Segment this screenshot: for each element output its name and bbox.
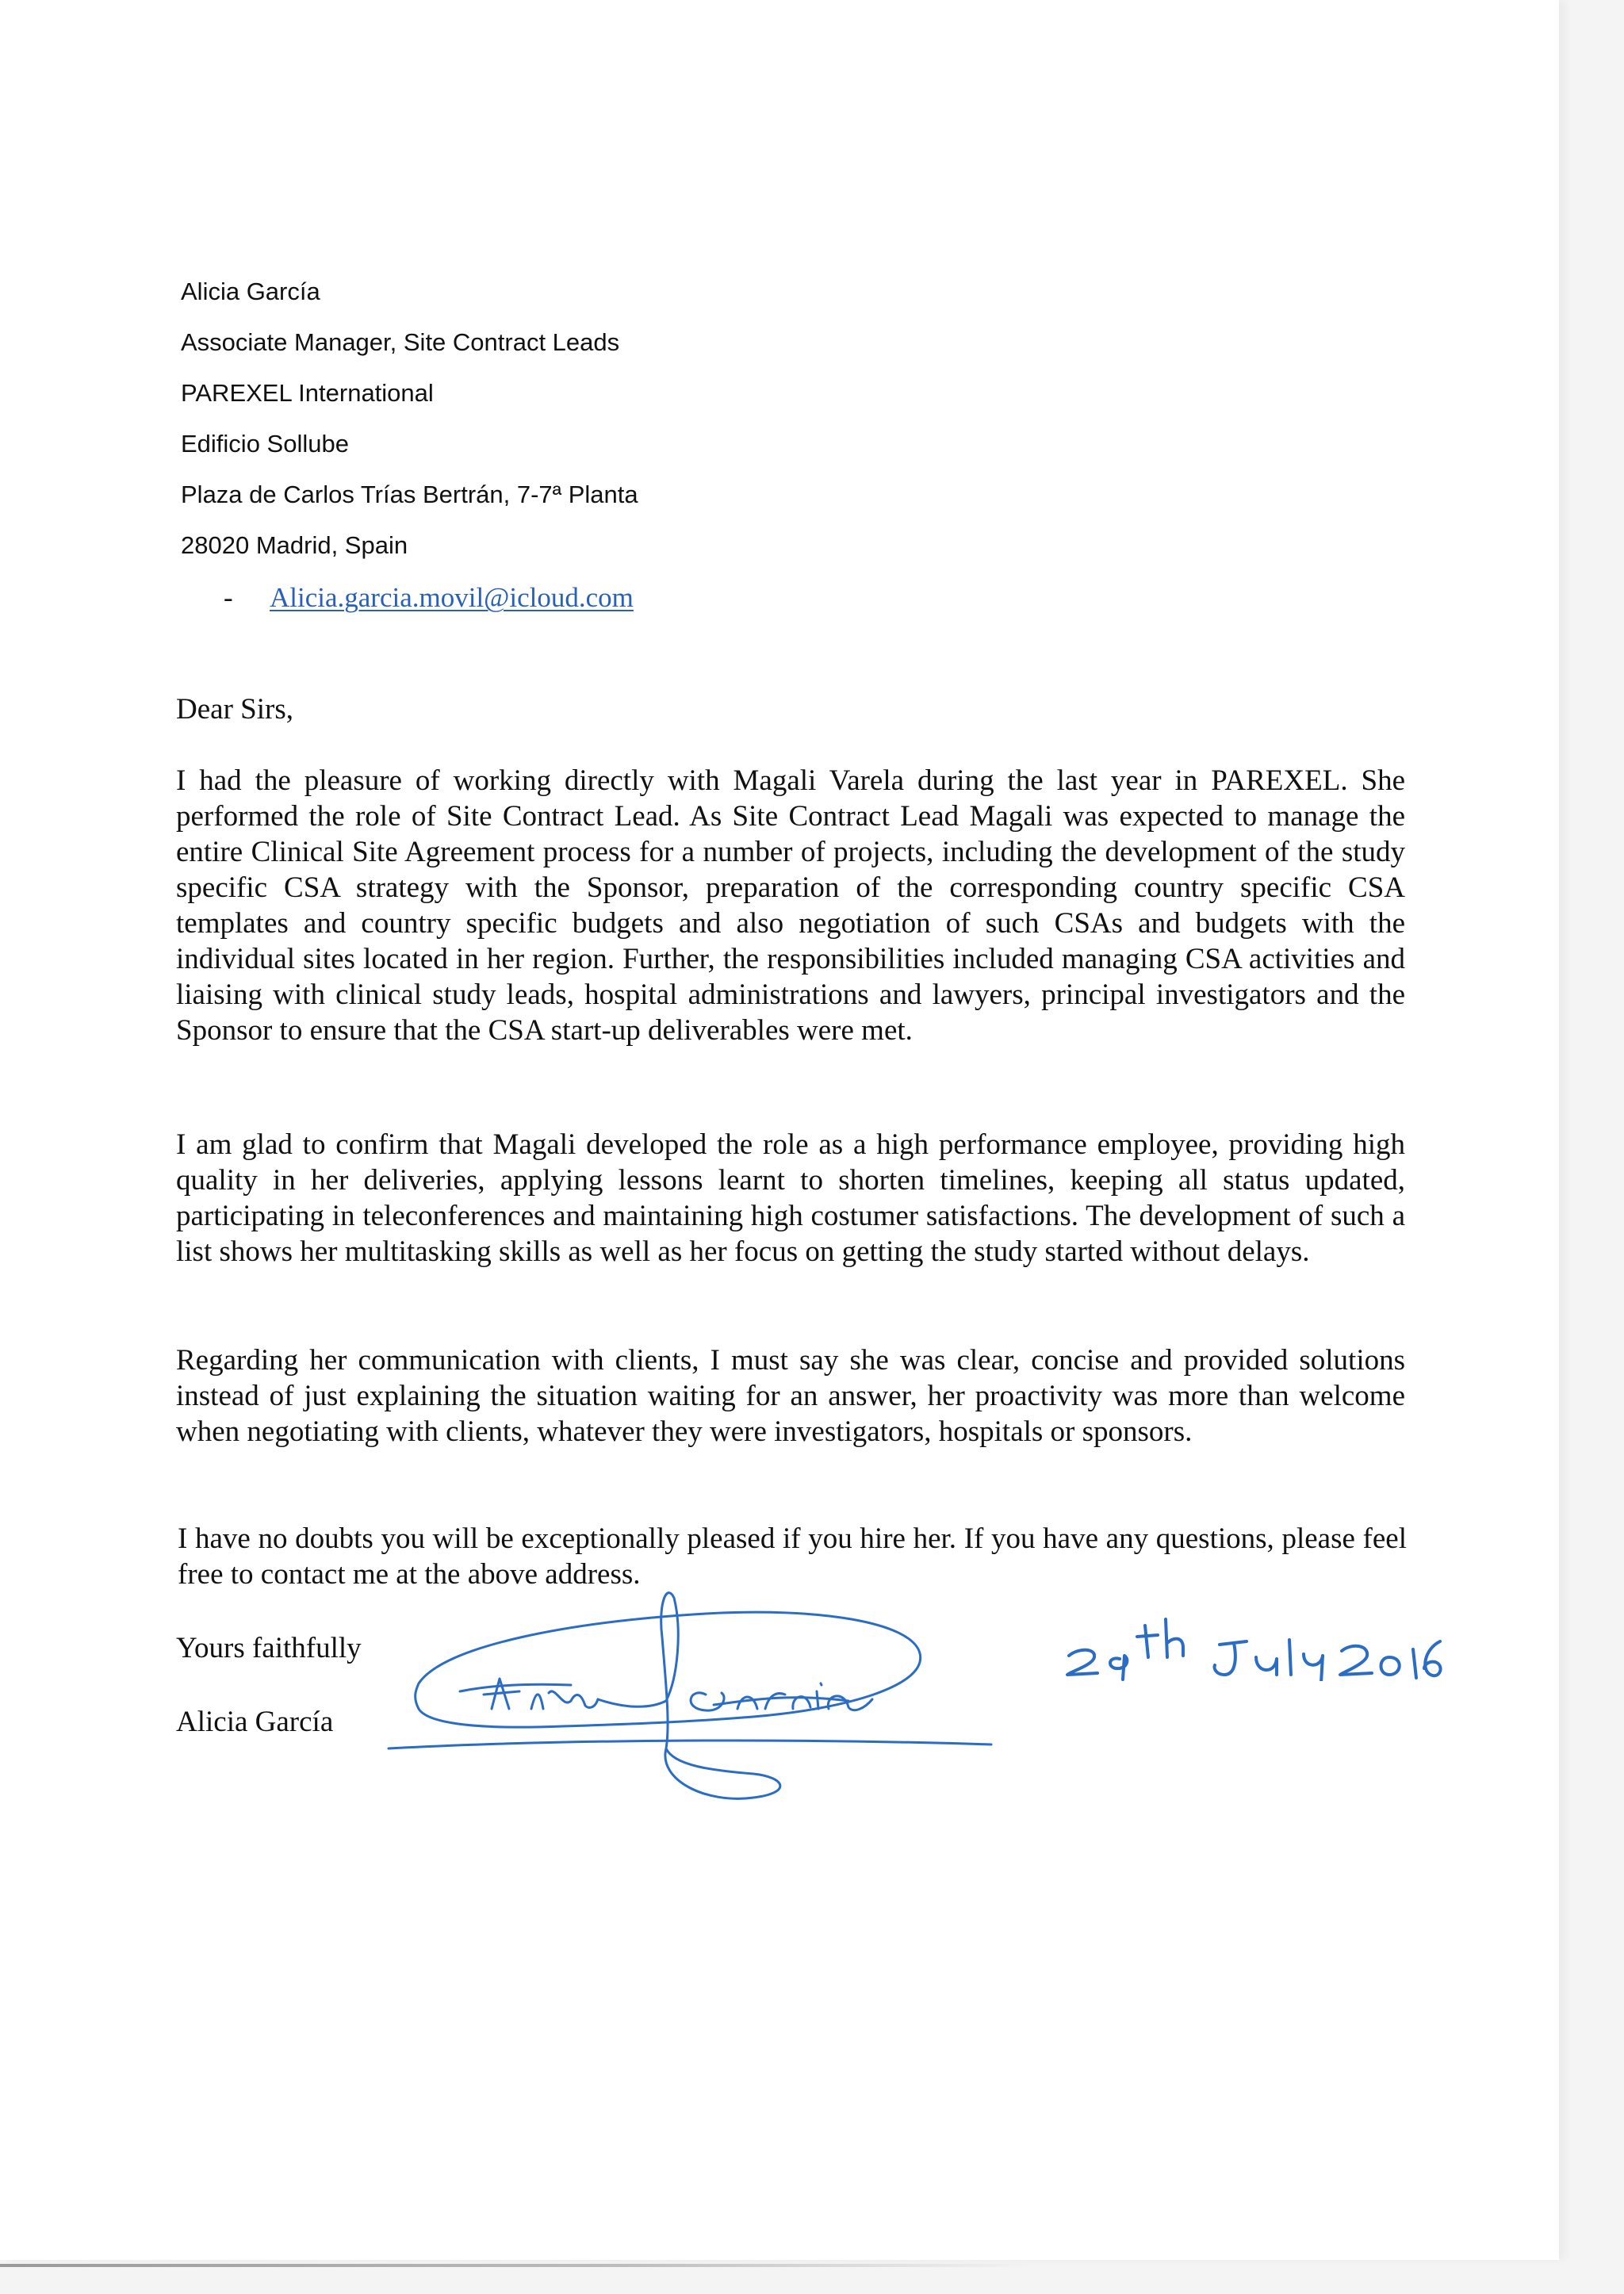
- sender-street: Plaza de Carlos Trías Bertrán, 7-7ª Planta: [181, 481, 638, 508]
- bullet-dash: -: [224, 582, 233, 613]
- paragraph-3: Regarding her communication with clients, I must say she was clear, concise and provided solutions instead of just explaining the situation waiting for an answer, her proactivity was more than welcome when negotiating with clients, whatever they were investigators, hospitals or sponsors.: [176, 1344, 1405, 1448]
- page-bottom-edge: [0, 2264, 1031, 2267]
- handwritten-date: [1063, 1610, 1443, 1681]
- sender-email-row: [181, 580, 638, 631]
- signer-name: Alicia García: [176, 1706, 334, 1738]
- sender-city: 28020 Madrid, Spain: [181, 531, 408, 559]
- sender-address-block: [181, 274, 638, 631]
- sender-title: Associate Manager, Site Contract Leads: [181, 328, 620, 356]
- sender-email-link[interactable]: Alicia.garcia.movil@icloud.com: [270, 582, 634, 613]
- sender-name: Alicia García: [181, 278, 320, 305]
- paragraph-1: I had the pleasure of working directly with Magali Varela during the last year in PAREXEL. She performed the role of Site Contract Lead. As Site Contract Lead Magali was expected to manage the entire Clinical Site Agreement process for a number of projects, including the development of the study specific CSA strategy with the Sponsor, preparation of the corresponding country specific CSA templates and country specific budgets and also negotiation of such CSAs and budgets with the individual sites located in her region. Further, the responsibilities included managing CSA activities and liaising with clinical study leads, hospital administrations and lawyers, principal investigators and the Sponsor to ensure that the CSA start-up deliverables were met.: [176, 764, 1405, 1047]
- paragraph-2: I am glad to confirm that Magali developed the role as a high performance employee, providing high quality in her deliveries, applying lessons learnt to shorten timelines, keeping all status updated, participating in teleconferences and maintaining high costumer satisfactions. The development of such a list shows her multitasking skills as well as her focus on getting the study started without delays.: [176, 1128, 1405, 1268]
- salutation: Dear Sirs,: [176, 693, 293, 726]
- sender-building: Edificio Sollube: [181, 430, 349, 458]
- handwritten-signature: [373, 1590, 1007, 1804]
- closing-line: Yours faithfully: [176, 1632, 362, 1664]
- paragraph-4: I have no doubts you will be exceptionally pleased if you hire her. If you have any questions, please feel free to contact me at the above address.: [178, 1522, 1407, 1591]
- sender-company: PAREXEL International: [181, 379, 434, 407]
